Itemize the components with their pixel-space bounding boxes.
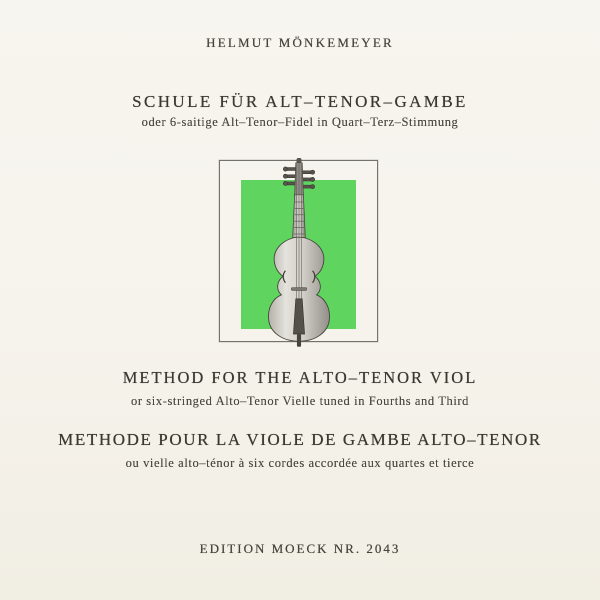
french-subtitle: ou vielle alto–ténor à six cordes accordée aux quartes et tierce: [125, 456, 475, 470]
viol-illustration: [263, 158, 335, 350]
edition-line: EDITION MOECK NR. 2043: [199, 541, 401, 556]
german-subtitle: oder 6-saitige Alt–Tenor–Fidel in Quart–Terz–Stimmung: [141, 115, 459, 129]
german-title: SCHULE FÜR ALT–TENOR–GAMBE: [132, 92, 468, 111]
english-subtitle: or six-stringed Alto–Tenor Vielle tuned in Fourths and Third: [130, 394, 470, 408]
english-title: METHOD FOR THE ALTO–TENOR VIOL: [122, 368, 478, 387]
french-title: METHODE POUR LA VIOLE DE GAMBE ALTO–TENOR: [58, 430, 542, 449]
endpin: [296, 334, 300, 347]
artwork-frame: [219, 160, 378, 342]
author-line: HELMUT MÖNKEMEYER: [206, 35, 394, 50]
bridge: [291, 288, 306, 291]
